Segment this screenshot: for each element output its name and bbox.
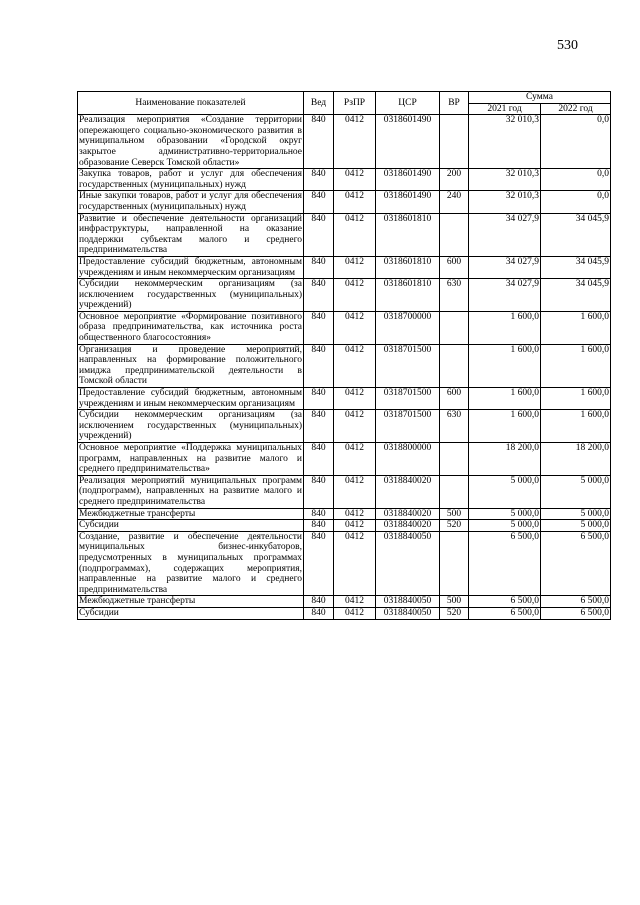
cell-sum-2022: 34 045,9 xyxy=(541,256,611,278)
cell-name: Межбюджетные трансферты xyxy=(78,596,304,608)
cell-name: Закупка товаров, работ и услуг для обеспечения государственных (муниципальных) нужд xyxy=(79,169,302,190)
cell-ved: 840 xyxy=(304,443,334,476)
cell-sum-2021: 1 600,0 xyxy=(469,311,541,344)
cell-csr: 0318701500 xyxy=(376,344,440,387)
cell-vr: 600 xyxy=(440,388,469,410)
cell-ved: 840 xyxy=(304,344,334,387)
cell-sum-2022: 1 600,0 xyxy=(541,388,611,410)
cell-name: Создание, развитие и обеспечение деятельности муниципальных бизнес-инкубаторов, предусмотренных в муниципальных программах (подпрограммах), содержащих мероприятия, направленные на развитие малого и среднего предпринимательства xyxy=(79,531,302,595)
cell-ved: 840 xyxy=(304,596,334,608)
cell-vr: 630 xyxy=(440,279,469,312)
cell-vr xyxy=(440,475,469,508)
table-row xyxy=(78,115,611,169)
cell-rzpr: 0412 xyxy=(334,596,376,608)
cell-sum-2022: 5 000,0 xyxy=(541,520,611,532)
cell-csr: 0318701500 xyxy=(376,410,440,443)
cell-vr xyxy=(440,344,469,387)
table-row xyxy=(78,475,611,508)
table-row xyxy=(78,169,611,191)
cell-ved: 840 xyxy=(304,410,334,443)
table-row xyxy=(78,410,611,443)
cell-vr xyxy=(440,443,469,476)
header-csr: ЦСР xyxy=(376,92,440,115)
cell-name: Основное мероприятие «Поддержка муниципальных программ, направленных на развитие малого и среднего предпринимательства» xyxy=(79,443,302,475)
cell-sum-2021: 18 200,0 xyxy=(469,443,541,476)
cell-name: Развитие и обеспечение деятельности организаций инфраструктуры, направленной на оказание поддержки субъектам малого и среднего предпринимательства xyxy=(79,213,302,256)
cell-ved: 840 xyxy=(304,256,334,278)
cell-vr: 240 xyxy=(440,191,469,213)
cell-sum-2021: 6 500,0 xyxy=(469,607,541,619)
header-sum: Сумма xyxy=(469,92,611,104)
table-row xyxy=(78,213,611,256)
table-row xyxy=(78,531,611,596)
cell-sum-2021: 1 600,0 xyxy=(469,410,541,443)
cell-vr xyxy=(440,115,469,169)
cell-vr xyxy=(440,531,469,596)
cell-rzpr: 0412 xyxy=(334,475,376,508)
cell-rzpr: 0412 xyxy=(334,169,376,191)
table-body xyxy=(78,115,611,619)
cell-sum-2022: 5 000,0 xyxy=(541,475,611,508)
cell-vr: 500 xyxy=(440,508,469,520)
cell-csr: 0318601810 xyxy=(376,256,440,278)
table-row xyxy=(78,596,611,608)
table-row xyxy=(78,344,611,387)
header-year-2022: 2022 год xyxy=(541,103,611,115)
cell-sum-2022: 0,0 xyxy=(541,115,611,169)
cell-sum-2021: 6 500,0 xyxy=(469,531,541,596)
cell-name: Основное мероприятие «Формирование позитивного образа предпринимательства, как источника роста общественного благосостояния» xyxy=(79,311,302,344)
cell-name: Субсидии некоммерческим организациям (за исключением государственных (муниципальных) учреждений) xyxy=(79,279,302,311)
cell-ved: 840 xyxy=(304,531,334,596)
cell-sum-2022: 5 000,0 xyxy=(541,508,611,520)
cell-ved: 840 xyxy=(304,279,334,312)
cell-csr: 0318840020 xyxy=(376,475,440,508)
cell-ved: 840 xyxy=(304,508,334,520)
cell-vr xyxy=(440,213,469,256)
cell-csr: 0318601810 xyxy=(376,279,440,312)
cell-rzpr: 0412 xyxy=(334,508,376,520)
cell-sum-2021: 5 000,0 xyxy=(469,508,541,520)
cell-sum-2022: 1 600,0 xyxy=(541,311,611,344)
cell-rzpr: 0412 xyxy=(334,213,376,256)
cell-ved: 840 xyxy=(304,115,334,169)
table-header xyxy=(78,92,611,115)
cell-sum-2021: 32 010,3 xyxy=(469,191,541,213)
cell-csr: 0318800000 xyxy=(376,443,440,476)
cell-csr: 0318840050 xyxy=(376,531,440,596)
cell-csr: 0318700000 xyxy=(376,311,440,344)
cell-rzpr: 0412 xyxy=(334,531,376,596)
cell-rzpr: 0412 xyxy=(334,191,376,213)
cell-ved: 840 xyxy=(304,311,334,344)
cell-name: Организация и проведение мероприятий, направленных на формирование положительного имиджа предпринимательской деятельности в Томской области xyxy=(79,344,302,387)
cell-sum-2022: 6 500,0 xyxy=(541,607,611,619)
cell-ved: 840 xyxy=(304,169,334,191)
cell-sum-2021: 34 027,9 xyxy=(469,279,541,312)
header-rzpr: РзПР xyxy=(334,92,376,115)
cell-vr xyxy=(440,311,469,344)
cell-sum-2022: 0,0 xyxy=(541,169,611,191)
cell-vr: 600 xyxy=(440,256,469,278)
page-number: 530 xyxy=(557,38,578,53)
cell-sum-2022: 6 500,0 xyxy=(541,531,611,596)
cell-name: Предоставление субсидий бюджетным, автономным учреждениям и иным некоммерческим организациям xyxy=(79,256,302,278)
cell-ved: 840 xyxy=(304,388,334,410)
cell-csr: 0318601490 xyxy=(376,169,440,191)
budget-table xyxy=(77,91,611,620)
table-row xyxy=(78,256,611,278)
cell-sum-2021: 6 500,0 xyxy=(469,596,541,608)
cell-csr: 0318601810 xyxy=(376,213,440,256)
cell-csr: 0318601490 xyxy=(376,115,440,169)
cell-name: Иные закупки товаров, работ и услуг для обеспечения государственных (муниципальных) нужд xyxy=(79,191,302,212)
table-row xyxy=(78,311,611,344)
cell-name: Реализация мероприятия «Создание территории опережающего социально-экономического развития в муниципальном образовании «Городской округ закрытое административно-территориальное образование Северск Томской области» xyxy=(79,115,302,168)
cell-sum-2022: 0,0 xyxy=(541,191,611,213)
cell-sum-2021: 34 027,9 xyxy=(469,213,541,256)
cell-csr: 0318840050 xyxy=(376,607,440,619)
cell-rzpr: 0412 xyxy=(334,256,376,278)
cell-rzpr: 0412 xyxy=(334,279,376,312)
cell-csr: 0318840020 xyxy=(376,508,440,520)
table-row xyxy=(78,443,611,476)
cell-sum-2021: 32 010,3 xyxy=(469,115,541,169)
cell-vr: 520 xyxy=(440,520,469,532)
cell-sum-2022: 34 045,9 xyxy=(541,279,611,312)
cell-ved: 840 xyxy=(304,475,334,508)
cell-sum-2022: 6 500,0 xyxy=(541,596,611,608)
table-row xyxy=(78,508,611,520)
cell-sum-2021: 5 000,0 xyxy=(469,475,541,508)
cell-name: Межбюджетные трансферты xyxy=(78,508,304,520)
header-vr: ВР xyxy=(440,92,469,115)
table-row xyxy=(78,279,611,312)
cell-rzpr: 0412 xyxy=(334,443,376,476)
cell-sum-2021: 1 600,0 xyxy=(469,344,541,387)
cell-csr: 0318701500 xyxy=(376,388,440,410)
cell-rzpr: 0412 xyxy=(334,311,376,344)
cell-ved: 840 xyxy=(304,213,334,256)
cell-name: Субсидии некоммерческим организациям (за исключением государственных (муниципальных) учреждений) xyxy=(79,410,302,442)
cell-sum-2022: 1 600,0 xyxy=(541,410,611,443)
cell-ved: 840 xyxy=(304,191,334,213)
table-row xyxy=(78,191,611,213)
cell-name: Предоставление субсидий бюджетным, автономным учреждениям и иным некоммерческим организациям xyxy=(79,388,302,409)
cell-sum-2022: 34 045,9 xyxy=(541,213,611,256)
cell-rzpr: 0412 xyxy=(334,344,376,387)
table-row xyxy=(78,520,611,532)
cell-rzpr: 0412 xyxy=(334,520,376,532)
cell-csr: 0318601490 xyxy=(376,191,440,213)
cell-vr: 630 xyxy=(440,410,469,443)
cell-csr: 0318840050 xyxy=(376,596,440,608)
cell-name: Субсидии xyxy=(78,520,304,532)
cell-name: Субсидии xyxy=(78,607,304,619)
cell-ved: 840 xyxy=(304,607,334,619)
cell-vr: 500 xyxy=(440,596,469,608)
cell-ved: 840 xyxy=(304,520,334,532)
cell-sum-2022: 18 200,0 xyxy=(541,443,611,476)
header-ved: Вед xyxy=(304,92,334,115)
cell-csr: 0318840020 xyxy=(376,520,440,532)
cell-sum-2021: 1 600,0 xyxy=(469,388,541,410)
cell-sum-2021: 32 010,3 xyxy=(469,169,541,191)
table-row xyxy=(78,388,611,410)
cell-rzpr: 0412 xyxy=(334,607,376,619)
header-year-2021: 2021 год xyxy=(469,103,541,115)
cell-vr: 200 xyxy=(440,169,469,191)
cell-rzpr: 0412 xyxy=(334,388,376,410)
header-name: Наименование показателей xyxy=(78,92,304,115)
cell-sum-2022: 1 600,0 xyxy=(541,344,611,387)
cell-vr: 520 xyxy=(440,607,469,619)
cell-rzpr: 0412 xyxy=(334,410,376,443)
cell-sum-2021: 34 027,9 xyxy=(469,256,541,278)
cell-name: Реализация мероприятий муниципальных программ (подпрограмм), направленных на развитие малого и среднего предпринимательства xyxy=(79,475,302,507)
cell-sum-2021: 5 000,0 xyxy=(469,520,541,532)
cell-rzpr: 0412 xyxy=(334,115,376,169)
table-row xyxy=(78,607,611,619)
